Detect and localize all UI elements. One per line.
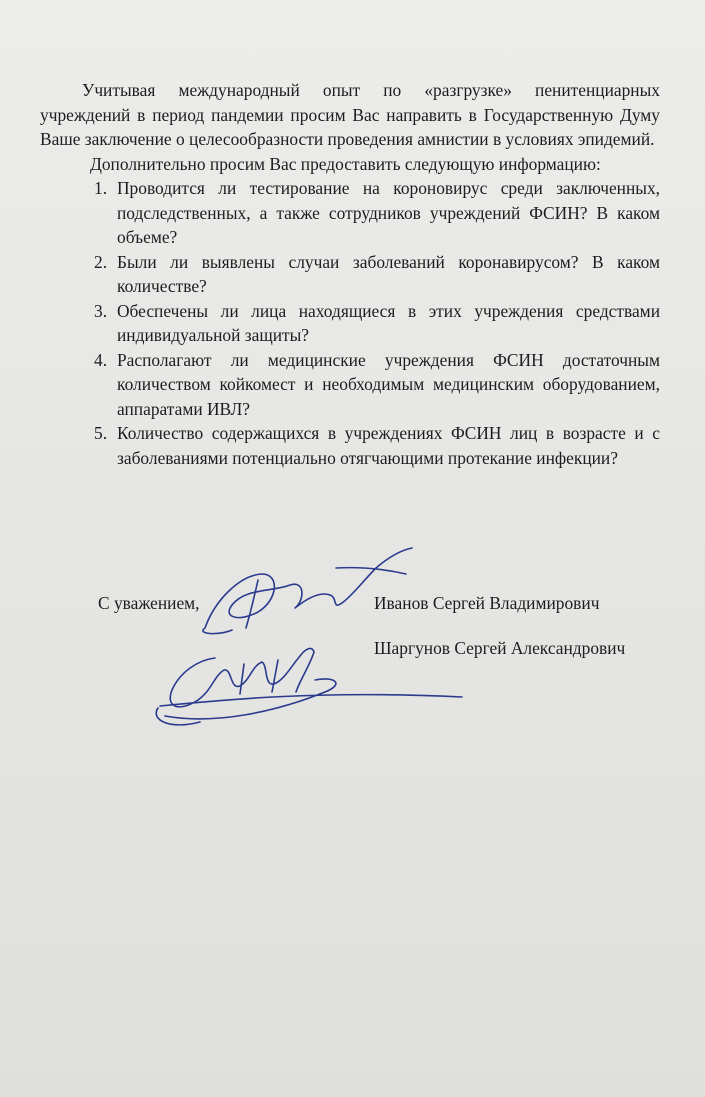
request-text: Были ли выявлены случаи заболеваний коронавирусом? В каком количестве? [117,251,660,296]
signature-2 [156,649,462,725]
closing-phrase: С уважением, [98,593,200,613]
request-number: 2. [94,251,108,272]
signer-name-1: Иванов Сергей Владимирович [374,593,600,613]
letter-body [40,78,660,470]
request-number: 3. [94,300,108,321]
request-list [40,176,660,470]
request-item-2 [40,250,660,299]
request-item-5 [40,421,660,470]
request-number: 5. [94,423,108,443]
request-number: 1. [94,178,108,198]
request-text: Количество содержащихся в учреждениях ФСИН лиц в возрасте и с заболеваниями потенциально отягчающими протекание инфекции? [117,423,660,468]
request-intro: Дополнительно просим Вас предоставить следующую информацию: [90,153,601,174]
request-text: Располагают ли медицинские учреждения ФСИН достаточным количеством койкомест и необходимым медицинским оборудованием, аппаратами ИВЛ? [117,349,660,419]
request-item-1 [40,176,660,250]
signature-1 [203,548,412,634]
main-paragraph: Учитывая международный опыт по «разгрузке» пенитенциарных учреждений в период пандемии просим Вас направить в Государственную Думу Ваше заключение о целесообразности проведения амнистии в условиях эпидемий. [40,80,660,149]
request-item-4 [40,348,660,422]
request-number: 4. [94,349,108,370]
request-text: Проводится ли тестирование на короновирус среди заключенных, подследственных, а также сотрудников учреждений ФСИН? В каком объеме? [117,178,660,247]
request-text: Обеспечены ли лица находящиеся в этих учреждения средствами индивидуальной защиты? [117,300,660,345]
request-item-3 [40,299,660,348]
signer-name-2: Шаргунов Сергей Александрович [374,638,626,658]
